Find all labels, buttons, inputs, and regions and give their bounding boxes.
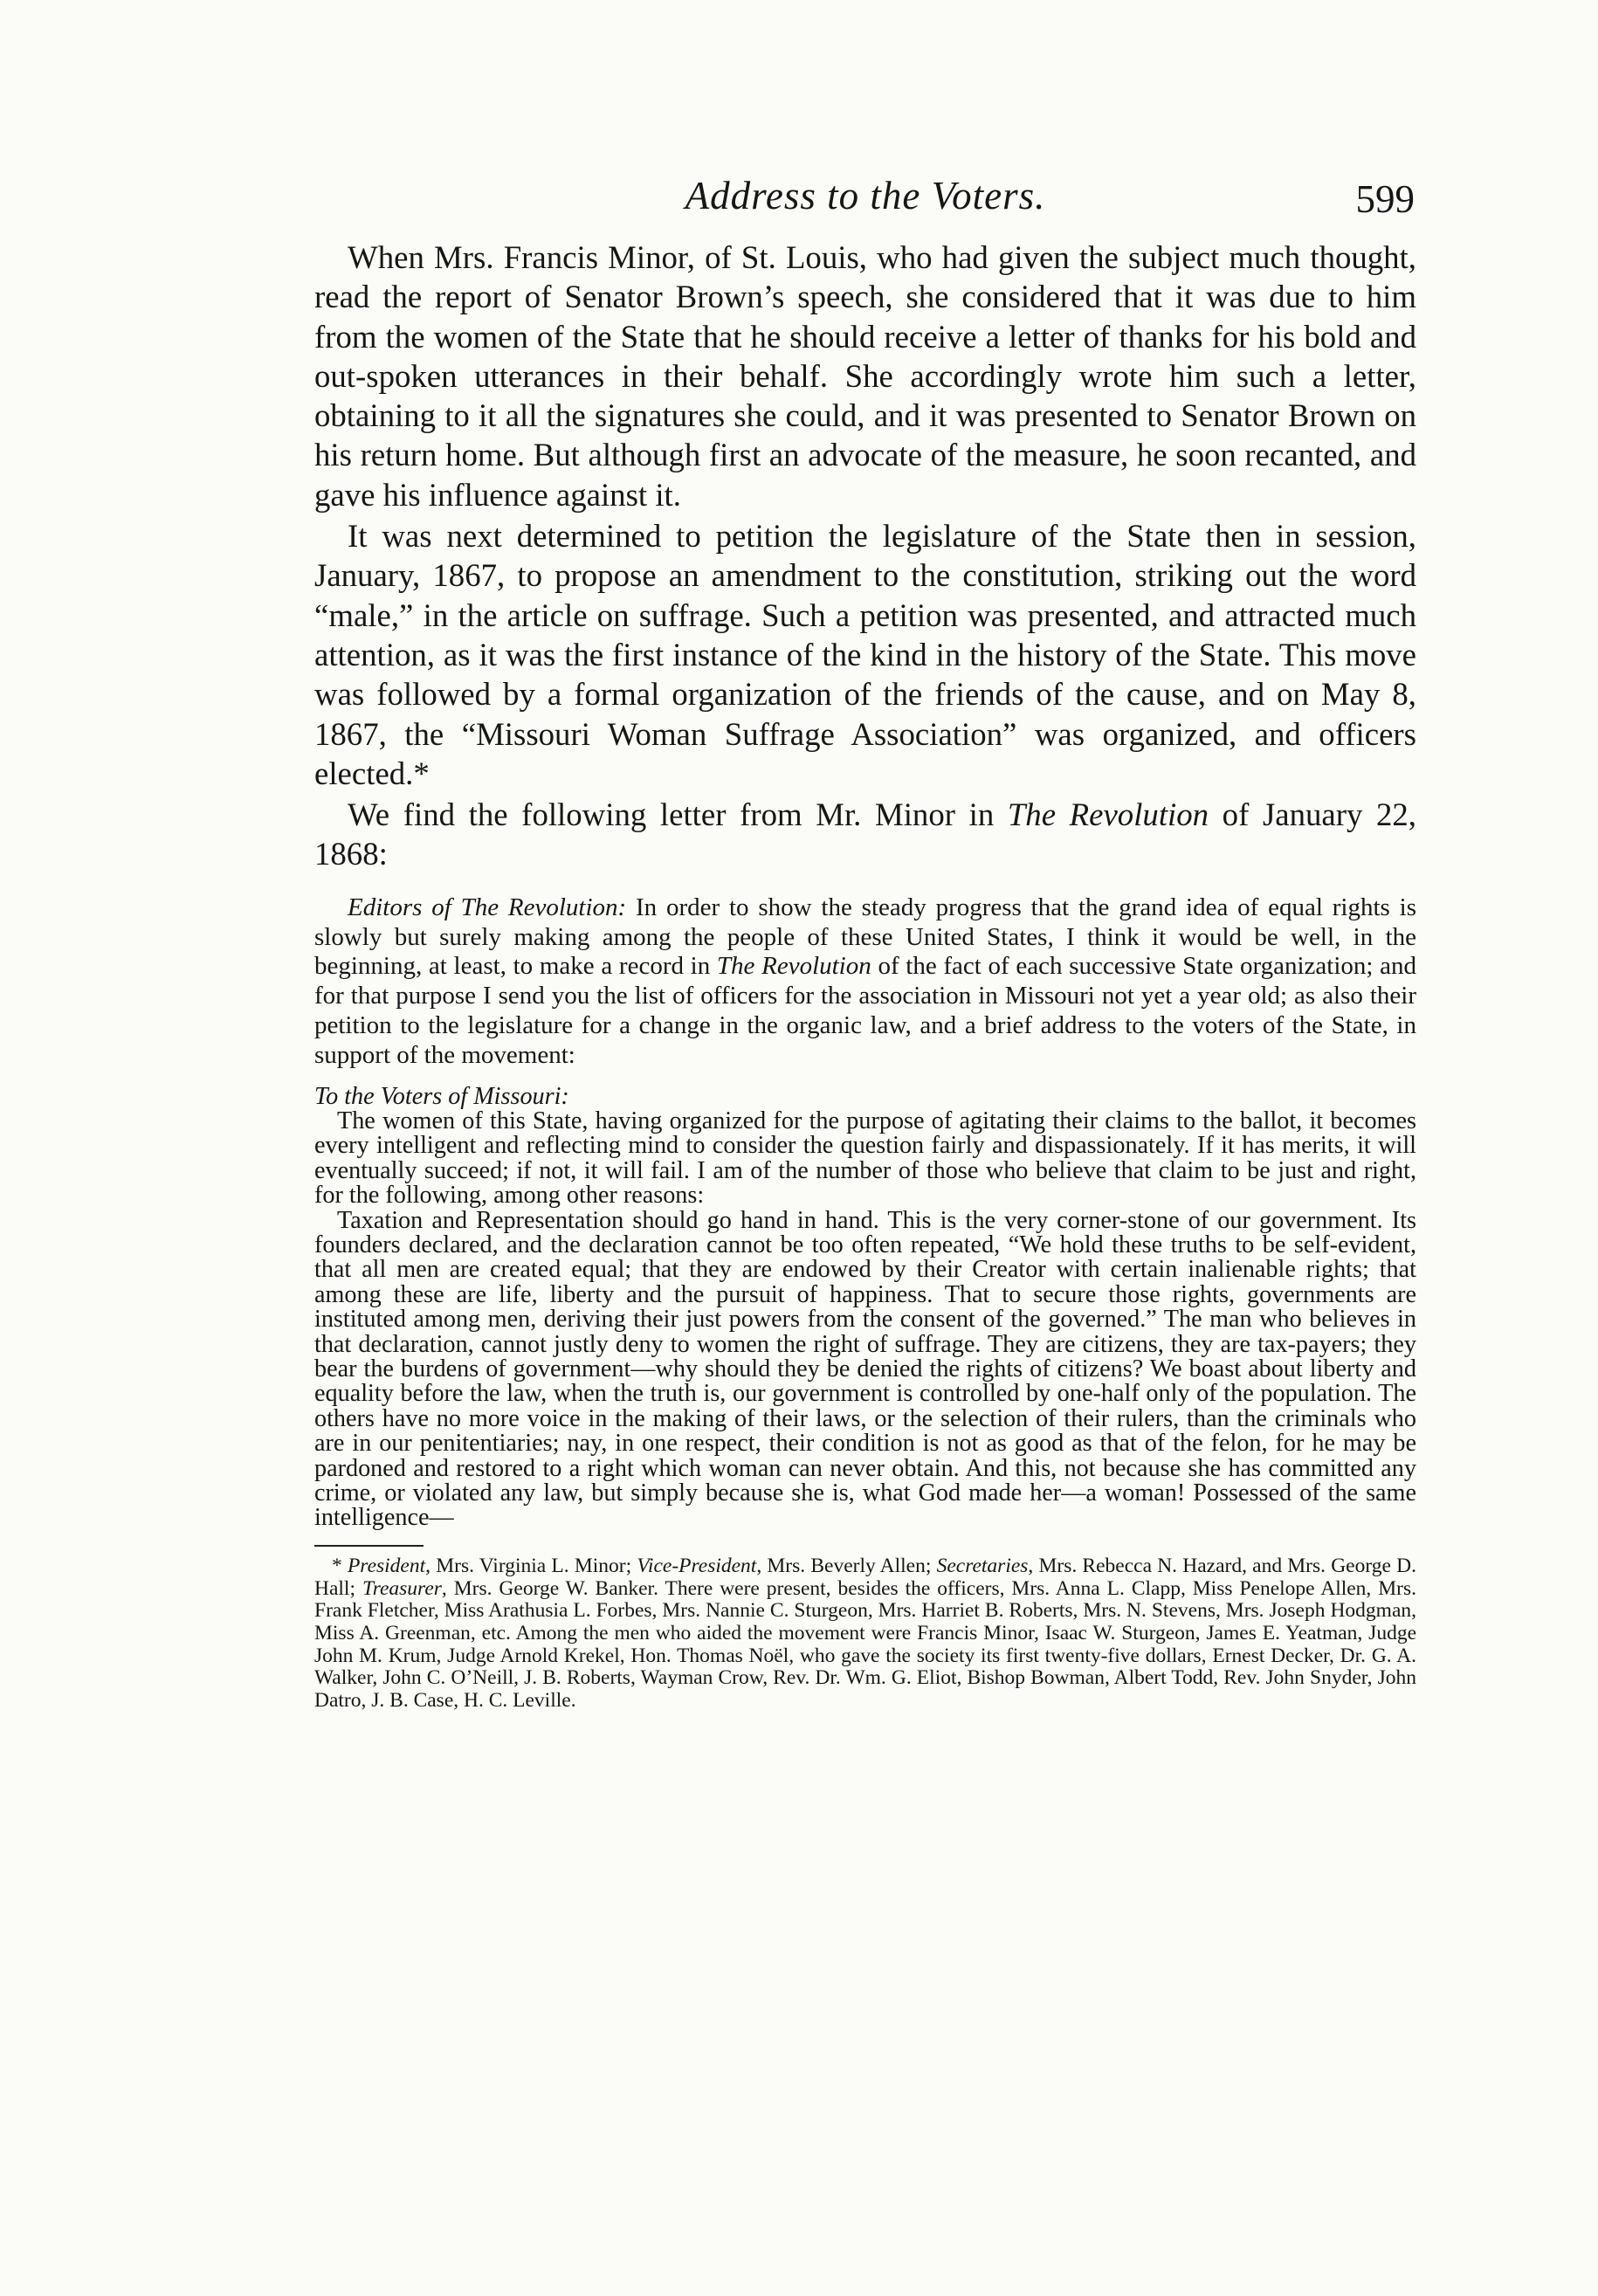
paragraph-revolution-intro bbox=[314, 795, 1416, 874]
letter-text-1: In order to show the steady progress that the grand idea of equal rights is slowly but surely making among the people of these United States, I think it would be well, in the beginning, at least, to make a record in bbox=[314, 893, 1416, 981]
title-vice-president: Vice-President bbox=[637, 1554, 757, 1577]
intro-date: of January 22, 1868: bbox=[314, 796, 1416, 872]
paragraph-petition: It was next determined to petition the legislature of the State then in session, January, 1867, to propose an amendment to the constitution, striking out the word “male,” in the article on suffrage. Such a petition was presented, and attracted much attention, as it was the first instance of the kind in the history of the State. This move was followed by a formal organization of the friends of the cause, and on May 8, 1867, the “Missouri Woman Suffrage Association” was organized, and officers elected.* bbox=[314, 518, 1416, 791]
quoted-letter bbox=[314, 893, 1416, 1071]
paragraph-minor-letter: When Mrs. Francis Minor, of St. Louis, who had given the subject much thought, read the report of Senator Brown’s speech, she considered that it was due to him from the women of the State that he should receive a letter of thanks for his bold and out-spoken utterances in their behalf. She accordingly wrote him such a letter, obtaining to it all the signatures she could, and it was presented to Senator Brown on his return home. But although first an advocate of the measure, he soon recanted, and gave his influence against it. bbox=[314, 239, 1416, 513]
address-paragraph-1: The women of this State, having organized for the purpose of agitating their claims to the ballot, it becomes every intelligent and reflecting mind to consider the question fairly and dispassionately. If it has merits, it will eventually succeed; if not, it will fail. I am of the number of those who believe that claim to be just and right, for the following, among other reasons: bbox=[314, 1107, 1416, 1210]
letter-journal-title: The Revolution bbox=[716, 952, 871, 981]
main-text bbox=[314, 238, 1416, 874]
footnote-text-3: , Mrs. Rebecca N. Hazard, and Mrs. George D. Hall; bbox=[314, 1554, 1416, 1600]
letter-text-2: of the fact of each successive State organization; and for that purpose I send you the list of officers for the association in Missouri not yet a year old; as also their petition to the legislature for a change in the organic law, and a brief address to the voters of the State, in support of the movement: bbox=[314, 952, 1416, 1069]
journal-title: The Revolution bbox=[1007, 796, 1209, 833]
footnote bbox=[314, 1555, 1416, 1713]
page-number: 599 bbox=[1355, 177, 1415, 221]
footnote-text-2: , Mrs. Beverly Allen; bbox=[756, 1554, 937, 1577]
footnote-text-4: , Mrs. George W. Banker. There were present, besides the officers, Mrs. Anna L. Clapp, Miss Penelope Allen, Mrs. Frank Fletcher, Miss Arathusia L. Forbes, Mrs. Nannie C. Sturgeon, Mrs. Harriet B. Roberts, Mrs. N. Stevens, Mrs. Joseph Hodgman, Miss A. Greenman, etc. Among the men who aided the movement were Francis Minor, Isaac W. Sturgeon, James E. Yeatman, Judge John M. Krum, Judge Arnold Krekel, Hon. Thomas Noël, who gave the society its first twenty-five dollars, Ernest Decker, Dr. G. A. Walker, John C. O’Neill, J. B. Roberts, Wayman Crow, Rev. Dr. Wm. G. Eliot, Bishop Bowman, Albert Todd, Rev. John Snyder, John Datro, J. B. Case, H. C. Leville. bbox=[314, 1576, 1416, 1713]
voters-address bbox=[314, 1082, 1416, 1532]
intro-text: We find the following letter from Mr. Minor in bbox=[348, 796, 1008, 833]
running-title: Address to the Voters. bbox=[685, 174, 1046, 217]
letter-salutation: Editors of The Revolution: bbox=[348, 893, 627, 921]
running-head bbox=[314, 157, 1416, 227]
footnote-paragraph bbox=[314, 1555, 1416, 1713]
footnote-divider bbox=[314, 1545, 424, 1547]
address-paragraph-2: Taxation and Representation should go hand in hand. This is the very corner-stone of our government. Its founders declared, and the declaration cannot be too often repeated, “We hold these truths to be self-evident, that all men are created equal; that they are endowed by their Creator with certain inalienable rights; that among these are life, liberty and the pursuit of happiness. That to secure those rights, governments are instituted among men, deriving their just powers from the consent of the governed.” The man who believes in that declaration, cannot justly deny to women the right of suffrage. They are citizens, they are tax-payers; they bear the burdens of government—why should they be denied the rights of citizens? We boast about liberty and equality before the law, when the truth is, our government is controlled by one-half only of the population. The others have no more voice in the making of their laws, or the selection of their rulers, than the criminals who are in our penitentiaries; nay, in one respect, their condition is not as good as that of the felon, for he may be pardoned and restored to a right which woman can never obtain. And this, not because she has committed any crime, or violated any law, but simply because she is, what God made her—a woman! Possessed of the same intelligence— bbox=[314, 1206, 1416, 1532]
title-treasurer: Treasurer bbox=[362, 1576, 442, 1600]
address-salutation: To the Voters of Missouri: bbox=[314, 1082, 569, 1110]
letter-paragraph bbox=[314, 893, 1416, 1071]
book-page bbox=[314, 157, 1416, 1713]
footnote-marker: * bbox=[332, 1554, 348, 1577]
title-secretaries: Secretaries bbox=[936, 1554, 1029, 1577]
footnote-text-1: , Mrs. Virginia L. Minor; bbox=[425, 1554, 637, 1577]
title-president: President bbox=[347, 1554, 426, 1577]
